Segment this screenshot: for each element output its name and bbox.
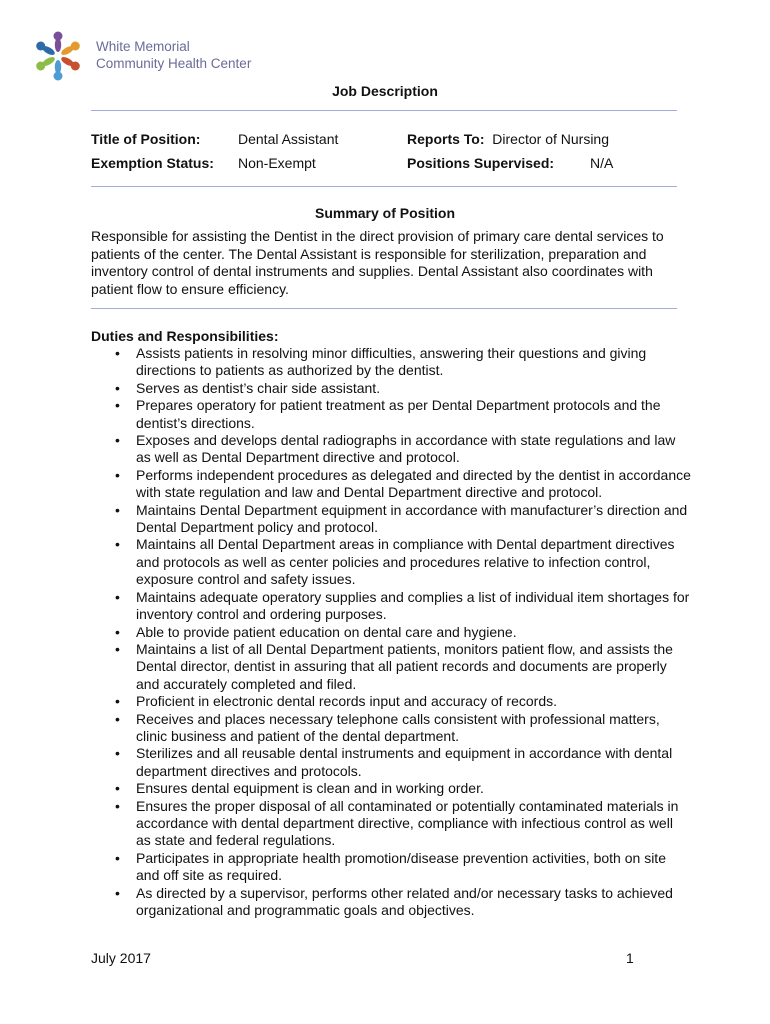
reports-to-label: Reports To: — [407, 131, 485, 147]
title-of-position-label: Title of Position: — [91, 131, 201, 147]
bullet-icon: • — [115, 345, 120, 361]
duty-text: Maintains a list of all Dental Department patients, monitors patient flow, and assists the Dental director, dentist in assuring that all patient records and documents are properly and accurately completed and filed. — [136, 640, 673, 692]
divider — [91, 186, 677, 187]
bullet-icon: • — [115, 397, 120, 414]
list-item — [91, 693, 691, 710]
org-name-line2: Community Health Center — [96, 56, 252, 71]
document-title: Job Description — [332, 83, 438, 99]
logo-figure-head — [71, 42, 80, 51]
list-item — [91, 589, 691, 624]
bullet-icon: • — [115, 623, 120, 640]
list-item — [91, 397, 691, 432]
exemption-status-value: Non-Exempt — [238, 155, 316, 171]
bullet-icon: • — [115, 501, 120, 518]
duty-text: Maintains adequate operatory supplies and complies a list of individual item shortages for inventory control and ordering purposes. — [136, 588, 690, 623]
bullet-icon: • — [115, 588, 120, 605]
list-item — [91, 745, 691, 780]
duty-text: Ensures dental equipment is clean and in working order. — [136, 780, 484, 797]
duty-text: Exposes and develops dental radiographs in accordance with state regulations and law as well as Dental Department directive and protocol. — [136, 432, 676, 466]
bullet-icon: • — [115, 379, 120, 396]
divider — [91, 110, 677, 111]
org-name-line1: White Memorial — [96, 39, 190, 54]
duty-text: Receives and places necessary telephone calls consistent with professional matters, clinic business and patient of the dental department. — [136, 710, 660, 744]
title-of-position-value: Dental Assistant — [238, 131, 339, 147]
list-item — [91, 345, 691, 380]
duty-text: Assists patients in resolving minor difficulties, answering their questions and giving directions to patients as authorized by the dentist. — [136, 345, 647, 379]
duty-text: Proficient in electronic dental records input and accuracy of records. — [136, 693, 557, 710]
duty-text: Serves as dentist’s chair side assistant. — [136, 379, 381, 396]
list-item — [91, 780, 691, 797]
logo-figure-head — [54, 72, 63, 81]
list-item — [91, 641, 691, 693]
duty-text: Participates in appropriate health promotion/disease prevention activities, both on site and off site as required. — [136, 849, 666, 884]
organization-name — [96, 38, 251, 72]
duty-text: Ensures the proper disposal of all contaminated or potentially contaminated materials in accordance with dental department directive, compliance with infectious control as well as state and federal regulations. — [136, 797, 679, 849]
list-item — [91, 502, 691, 537]
bullet-icon: • — [115, 466, 120, 483]
duty-text: Prepares operatory for patient treatment as per Dental Department protocols and the dentist’s directions. — [136, 397, 661, 431]
footer-date: July 2017 — [91, 950, 151, 966]
reports-to-field — [407, 131, 609, 147]
list-item — [91, 432, 691, 467]
duties-heading: Duties and Responsibilities: — [91, 328, 279, 344]
bullet-icon: • — [115, 432, 120, 449]
duty-text: Performs independent procedures as delegated and directed by the dentist in accordance with state regulation and law and Dental Department directive and protocol. — [136, 466, 691, 501]
duty-text: Able to provide patient education on dental care and hygiene. — [136, 623, 517, 640]
list-item — [91, 467, 691, 502]
exemption-status-label: Exemption Status: — [91, 155, 214, 171]
list-item — [91, 711, 691, 746]
logo-figure-head — [71, 62, 80, 71]
bullet-icon: • — [115, 884, 120, 901]
bullet-icon: • — [115, 640, 120, 657]
list-item — [91, 380, 691, 397]
positions-supervised-value: N/A — [590, 155, 614, 171]
logo-figure-head — [36, 42, 45, 51]
summary-text: Responsible for assisting the Dentist in the direct provision of primary care dental services to patients of the center. The Dental Assistant is responsible for sterilization, preparation and inventory control of dental instruments and supplies. Dental Assistant also coordinates with patient flow to ensure efficiency. — [91, 228, 664, 297]
reports-to-value: Director of Nursing — [492, 131, 609, 147]
people-circle-logo-icon — [28, 26, 88, 86]
logo-figure-head — [54, 32, 63, 41]
list-item — [91, 624, 691, 641]
list-item — [91, 850, 691, 885]
bullet-icon: • — [115, 745, 120, 762]
summary-heading: Summary of Position — [314, 205, 456, 221]
bullet-icon: • — [115, 849, 120, 866]
divider — [91, 308, 677, 309]
duty-text: Maintains all Dental Department areas in compliance with Dental department directives and protocols as well as center policies and procedures relative to infection control, exposure control and safety issues. — [136, 536, 675, 588]
duties-list — [91, 345, 691, 919]
logo-figure-head — [36, 62, 45, 71]
list-item — [91, 536, 691, 588]
duty-text: Sterilizes and all reusable dental instruments and equipment in accordance with dental department directives and protocols. — [136, 745, 673, 779]
bullet-icon: • — [115, 710, 120, 727]
bullet-icon: • — [115, 780, 120, 797]
duty-text: As directed by a supervisor, performs other related and/or necessary tasks to achieved organizational and programmatic goals and objectives. — [136, 884, 673, 918]
bullet-icon: • — [115, 797, 120, 814]
positions-supervised-label: Positions Supervised: — [407, 155, 555, 171]
list-item — [91, 885, 691, 920]
page-number: 1 — [626, 950, 634, 966]
bullet-icon: • — [115, 693, 120, 710]
duty-text: Maintains Dental Department equipment in accordance with manufacturer’s direction and Dental Department policy and protocol. — [136, 501, 688, 536]
list-item — [91, 798, 691, 850]
bullet-icon: • — [115, 536, 120, 553]
